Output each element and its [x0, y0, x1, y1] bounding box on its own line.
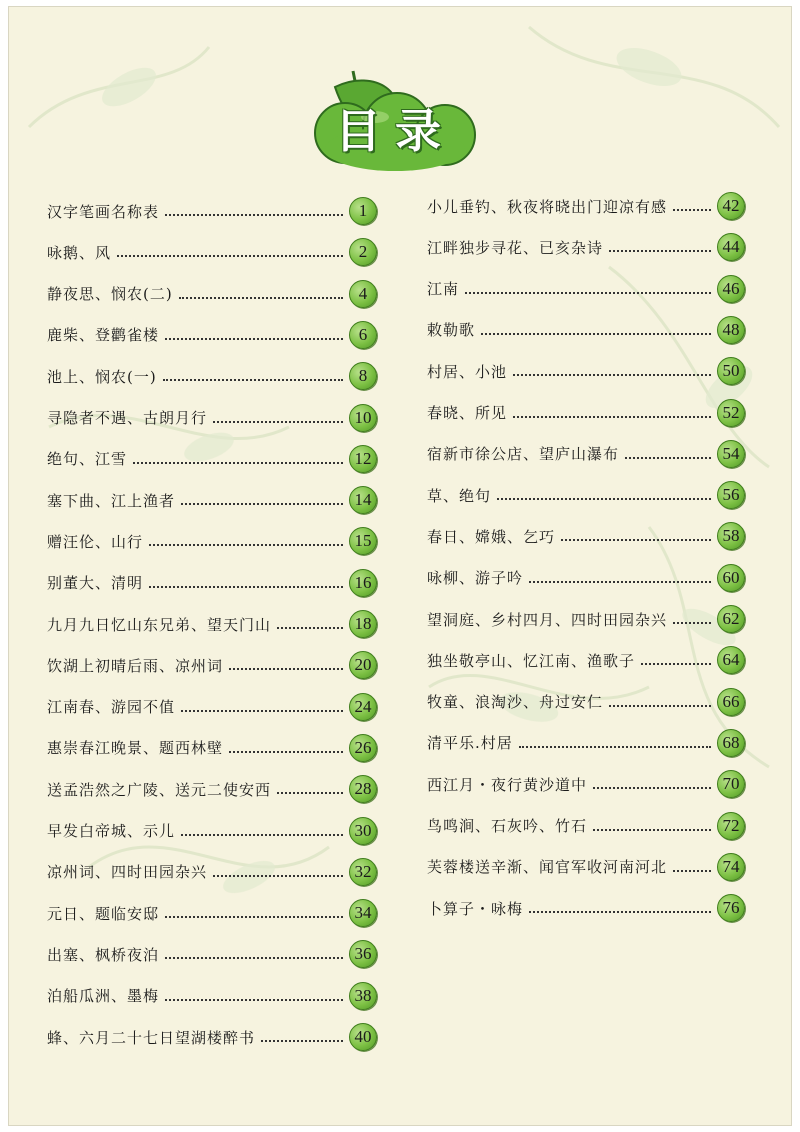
page-number-badge: 56: [717, 481, 745, 509]
dot-leader: [561, 539, 711, 541]
page-number-badge: 46: [717, 275, 745, 303]
dot-leader: [163, 379, 343, 381]
dot-leader: [673, 622, 711, 624]
page-number-badge: 62: [717, 605, 745, 633]
dot-leader: [277, 792, 343, 794]
toc-entry[interactable]: [47, 194, 377, 228]
toc-entry[interactable]: [47, 979, 377, 1013]
page-number-badge: 58: [717, 522, 745, 550]
toc-entry-title: 惠崇春江晚景、题西林壁: [47, 739, 224, 758]
dot-leader: [609, 705, 711, 707]
dot-leader: [229, 668, 343, 670]
dot-leader: [179, 297, 343, 299]
dot-leader: [593, 829, 711, 831]
dot-leader: [497, 498, 711, 500]
toc-entry-title: 送孟浩然之广陵、送元二使安西: [47, 780, 272, 799]
toc-entry-title: 咏柳、游子吟: [427, 569, 524, 588]
page-number-badge: 1: [349, 197, 377, 225]
toc-entry[interactable]: [47, 318, 377, 352]
toc-entry-title: 元日、题临安邸: [47, 904, 160, 923]
toc-entry[interactable]: [427, 809, 745, 843]
toc-entry-title: 出塞、枫桥夜泊: [47, 945, 160, 964]
toc-entry[interactable]: [427, 891, 745, 925]
page-number-badge: 10: [349, 404, 377, 432]
dot-leader: [117, 255, 343, 257]
toc-entry[interactable]: [427, 313, 745, 347]
toc-entry[interactable]: [47, 648, 377, 682]
toc-entry-title: 牧童、浪淘沙、舟过安仁: [427, 693, 604, 712]
dot-leader: [181, 503, 343, 505]
page-number-badge: 6: [349, 321, 377, 349]
page-number-badge: 16: [349, 569, 377, 597]
toc-entry[interactable]: [427, 643, 745, 677]
page-number-badge: 70: [717, 770, 745, 798]
dot-leader: [641, 663, 711, 665]
page-number-badge: 32: [349, 858, 377, 886]
toc-entry[interactable]: [427, 396, 745, 430]
toc-entry[interactable]: [47, 896, 377, 930]
page-number-badge: 76: [717, 894, 745, 922]
dot-leader: [513, 416, 711, 418]
page-number-badge: 40: [349, 1023, 377, 1051]
page-number-badge: 34: [349, 899, 377, 927]
page-number-badge: 60: [717, 564, 745, 592]
toc-entry-title: 静夜思、悯农(二): [47, 285, 173, 304]
dot-leader: [229, 751, 343, 753]
toc-entry[interactable]: [427, 189, 745, 223]
toc-entry-title: 绝句、江雪: [47, 450, 128, 469]
toc-entry[interactable]: [427, 850, 745, 884]
dot-leader: [149, 586, 343, 588]
toc-entry-title: 江南: [427, 280, 460, 299]
toc-entry-title: 小儿垂钓、秋夜将晓出门迎凉有感: [427, 197, 668, 216]
dot-leader: [277, 627, 343, 629]
toc-entry-title: 卜算子・咏梅: [427, 899, 524, 918]
toc-entry-title: 泊船瓜洲、墨梅: [47, 987, 160, 1006]
toc-entry[interactable]: [427, 561, 745, 595]
toc-entry-title: 九月九日忆山东兄弟、望天门山: [47, 615, 272, 634]
toc-entry[interactable]: [47, 690, 377, 724]
page-number-badge: 15: [349, 527, 377, 555]
dot-leader: [213, 421, 343, 423]
page-number-badge: 52: [717, 399, 745, 427]
toc-entry-title: 寻隐者不遇、古朗月行: [47, 409, 208, 427]
page-number-badge: 48: [717, 316, 745, 344]
dot-leader: [165, 916, 343, 918]
page-number-badge: 20: [349, 651, 377, 679]
toc-entry-title: 江畔独步寻花、已亥杂诗: [427, 238, 604, 257]
toc-entry-title: 西江月・夜行黄沙道中: [427, 775, 588, 794]
page-number-badge: 68: [717, 729, 745, 757]
toc-entry[interactable]: [47, 937, 377, 971]
toc-entry[interactable]: [427, 478, 745, 512]
dot-leader: [465, 292, 711, 294]
toc-entry[interactable]: [427, 519, 745, 553]
dot-leader: [519, 746, 711, 748]
dot-leader: [165, 214, 343, 216]
page-number-badge: 26: [349, 734, 377, 762]
toc-entry-title: 敕勒歌: [427, 321, 476, 340]
dot-leader: [261, 1040, 343, 1042]
toc-entry-title: 咏鹅、风: [47, 243, 112, 262]
dot-leader: [213, 875, 343, 877]
toc-entry[interactable]: [427, 602, 745, 636]
page-number-badge: 54: [717, 440, 745, 468]
page-number-badge: 44: [717, 233, 745, 261]
toc-entry[interactable]: [47, 814, 377, 848]
toc-entry-title: 望洞庭、乡村四月、四时田园杂兴: [427, 610, 668, 629]
toc-entry-title: 清平乐.村居: [427, 734, 513, 753]
toc-entry[interactable]: [47, 772, 377, 806]
toc-entry-title: 宿新市徐公店、望庐山瀑布: [427, 445, 620, 464]
dot-leader: [165, 999, 343, 1001]
toc-entry-title: 别董大、清明: [47, 574, 144, 593]
dot-leader: [133, 462, 343, 464]
dot-leader: [529, 911, 711, 913]
toc-entry[interactable]: [47, 401, 377, 435]
page-number-badge: 38: [349, 982, 377, 1010]
page-number-badge: 30: [349, 817, 377, 845]
toc-entry-title: 鹿柴、登鹳雀楼: [47, 326, 160, 345]
toc-entry-title: 草、绝句: [427, 486, 492, 505]
toc-entry[interactable]: [427, 726, 745, 760]
page-number-badge: 4: [349, 280, 377, 308]
dot-leader: [165, 338, 343, 340]
toc-entry[interactable]: [427, 272, 745, 306]
dot-leader: [149, 544, 343, 546]
dot-leader: [481, 333, 711, 335]
toc-entry[interactable]: [47, 277, 377, 311]
toc-entry-title: 春晓、所见: [427, 404, 508, 422]
page-number-badge: 74: [717, 853, 745, 881]
page-number-badge: 50: [717, 357, 745, 385]
dot-leader: [593, 787, 711, 789]
toc-entry-title: 饮湖上初晴后雨、凉州词: [47, 656, 224, 675]
page-number-badge: 24: [349, 693, 377, 721]
page-number-badge: 72: [717, 812, 745, 840]
toc-entry-title: 早发白帝城、示儿: [47, 822, 176, 840]
page-number-badge: 64: [717, 646, 745, 674]
toc-entry-title: 江南春、游园不值: [47, 698, 176, 717]
toc-entry[interactable]: [47, 566, 377, 600]
dot-leader: [609, 250, 711, 252]
page-number-badge: 2: [349, 238, 377, 266]
toc-entry[interactable]: [427, 354, 745, 388]
dot-leader: [625, 457, 711, 459]
toc-entry[interactable]: [427, 767, 745, 801]
toc-entry[interactable]: [47, 524, 377, 558]
page-number-badge: 12: [349, 445, 377, 473]
page-number-badge: 18: [349, 610, 377, 638]
toc-entry[interactable]: [427, 230, 745, 264]
dot-leader: [513, 374, 711, 376]
toc-entry[interactable]: [47, 235, 377, 269]
toc-entry[interactable]: [47, 442, 377, 476]
toc-entry[interactable]: [427, 685, 745, 719]
toc-entry-title: 独坐敬亭山、忆江南、渔歌子: [427, 651, 636, 670]
toc-entry[interactable]: [47, 1020, 377, 1054]
toc-entry-title: 春日、嫦娥、乞巧: [427, 527, 556, 546]
toc-entry-title: 赠汪伦、山行: [47, 532, 144, 551]
page-number-badge: 66: [717, 688, 745, 716]
toc-entry-title: 池上、悯农(一): [47, 367, 157, 386]
page-number-badge: 28: [349, 775, 377, 803]
toc-entry[interactable]: [47, 483, 377, 517]
toc-entry[interactable]: [427, 437, 745, 471]
page-number-badge: 8: [349, 362, 377, 390]
toc-entry-title: 凉州词、四时田园杂兴: [47, 863, 208, 882]
toc-entry-title: 汉字笔画名称表: [47, 202, 160, 221]
page-title: 目录: [335, 104, 455, 158]
toc-entry[interactable]: [47, 607, 377, 641]
dot-leader: [181, 710, 343, 712]
toc-entry[interactable]: [47, 731, 377, 765]
page-number-badge: 42: [717, 192, 745, 220]
page-number-badge: 14: [349, 486, 377, 514]
toc-entry-title: 村居、小池: [427, 362, 508, 381]
dot-leader: [181, 834, 343, 836]
toc-entry-title: 塞下曲、江上渔者: [47, 491, 176, 510]
title-badge: [305, 67, 485, 177]
dot-leader: [673, 870, 711, 872]
toc-entry-title: 蜂、六月二十七日望湖楼醉书: [47, 1028, 256, 1047]
toc-entry[interactable]: [47, 855, 377, 889]
toc-entry-title: 鸟鸣涧、石灰吟、竹石: [427, 817, 588, 835]
toc-entry[interactable]: [47, 359, 377, 393]
dot-leader: [529, 581, 711, 583]
toc-entry-title: 芙蓉楼送辛渐、闻官军收河南河北: [427, 858, 668, 877]
dot-leader: [673, 209, 711, 211]
book-page: [8, 6, 792, 1126]
dot-leader: [165, 957, 343, 959]
page-number-badge: 36: [349, 940, 377, 968]
